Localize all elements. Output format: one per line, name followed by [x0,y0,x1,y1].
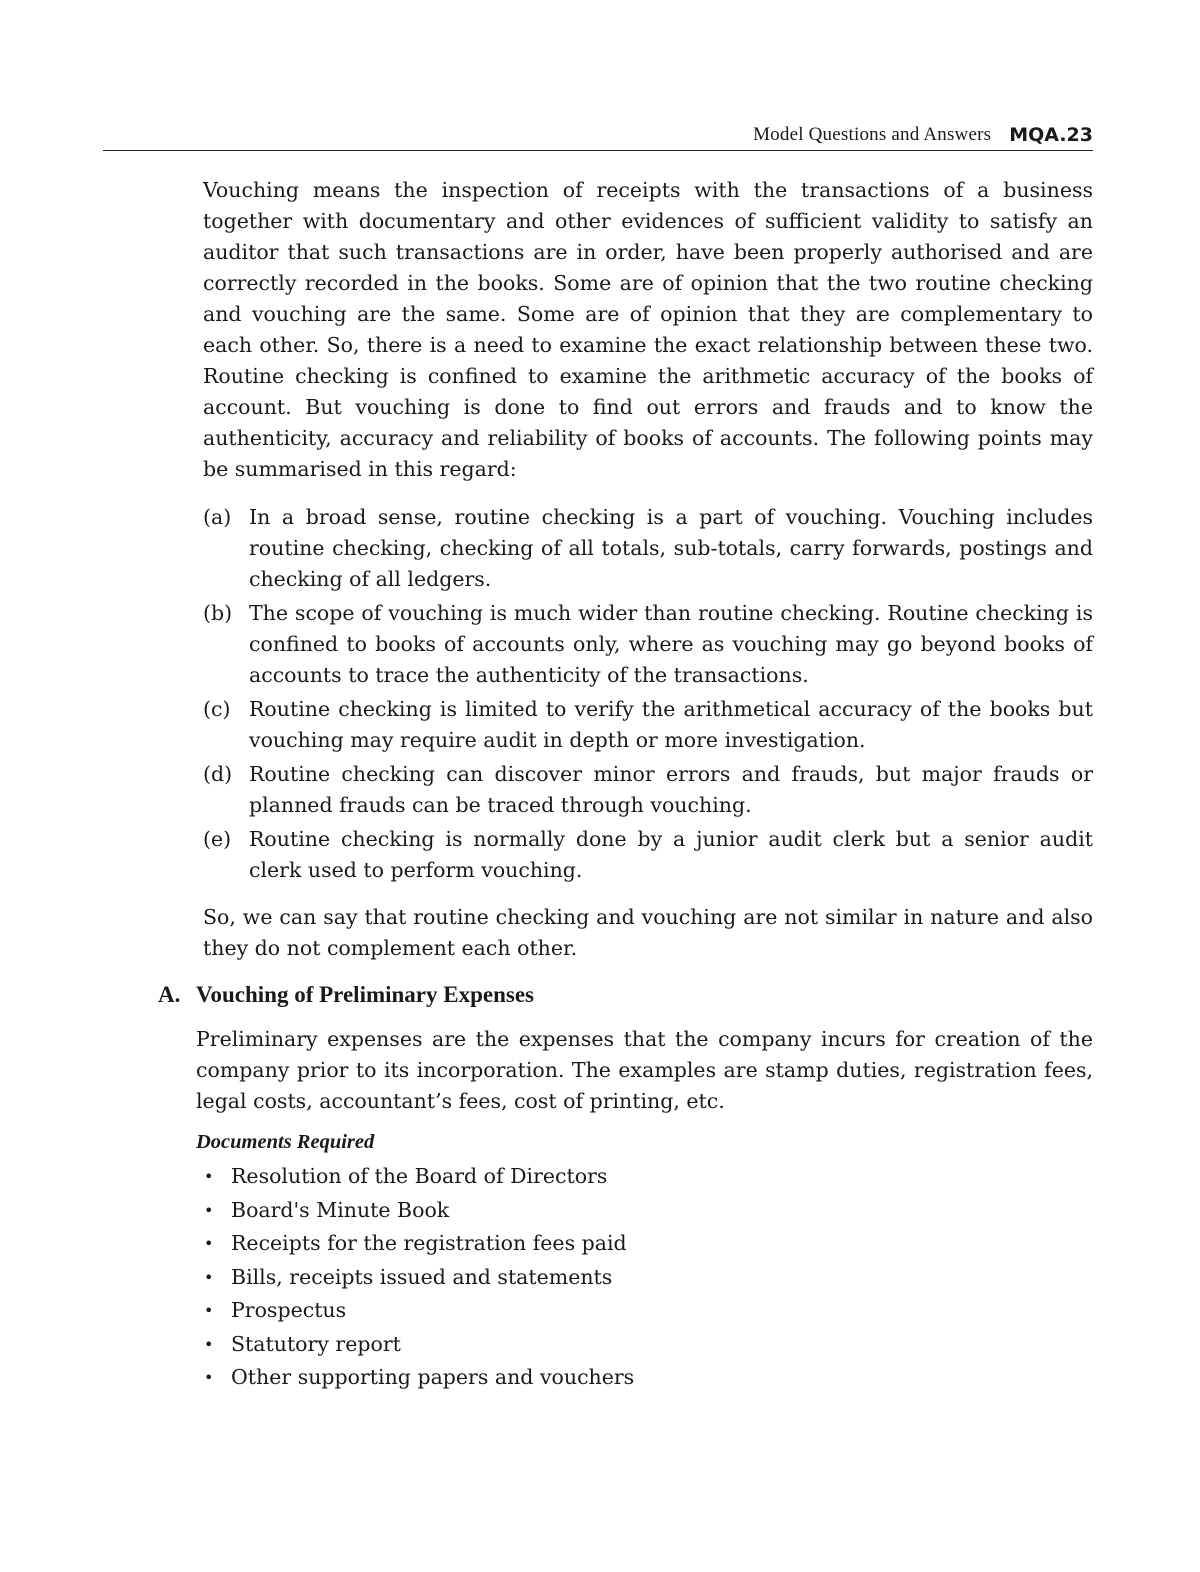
point-label: (d) [203,762,233,786]
document-text: Bills, receipts issued and statements [231,1264,613,1289]
point-item [203,502,1093,595]
point-item [203,694,1093,756]
bullet-icon: • [204,1267,214,1287]
header-title: Model Questions and Answers [753,124,992,145]
bullet-icon: • [204,1301,214,1320]
bullet-icon: • [204,1368,214,1387]
document-item [204,1160,634,1194]
bullet-icon: • [204,1334,214,1354]
bullet-icon: • [204,1200,214,1220]
page-code: MQA.23 [1009,124,1093,146]
section-body-paragraph: Preliminary expenses are the expenses that the company incurs for creation of the company prior to its incorporation. The examples are stamp duties, registration fees, legal costs, accountant’s fees, cost of printing, etc. [196,1027,1093,1113]
point-label: (b) [203,601,233,625]
document-item [204,1328,634,1362]
running-header [103,120,1093,151]
point-text: Routine checking is limited to verify the arithmetical accuracy of the books but vouching may require audit in depth or more investigation. [249,697,1093,752]
point-label: (e) [203,827,232,851]
document-text: Board's Minute Book [231,1197,450,1222]
section-heading [158,979,534,1011]
point-item [203,598,1093,691]
document-item [204,1294,634,1328]
intro-paragraph: Vouching means the inspection of receipts with the transactions of a business together with documentary and other evidences of sufficient validity to satisfy an auditor that such transactions are in order, have been properly authorised and are correctly recorded in the books. Some are of opinion that the two routine checking and vouching are the same. Some are of opinion that they are complementary to each other. So, there is a need to examine the exact relationship between these two. Routine checking is confined to examine the arithmetic accuracy of the books of account. But vouching is done to find out errors and frauds and to know the authenticity, accuracy and reliability of books of accounts. The following points may be summarised in this regard: [203,178,1093,481]
section-letter: A. [158,982,181,1007]
document-text: Statutory report [231,1331,401,1356]
document-item [204,1261,634,1295]
section-title: Vouching of Preliminary Expenses [196,982,535,1007]
document-item [204,1227,634,1261]
bullet-icon: • [204,1234,214,1253]
point-text: Routine checking is normally done by a junior audit clerk but a senior audit clerk used to perform vouching. [249,827,1093,882]
point-text: Routine checking can discover minor errors and frauds, but major frauds or planned frauds can be traced through vouching. [249,762,1093,817]
documents-heading: Documents Required [196,1131,375,1153]
document-text: Other supporting papers and vouchers [231,1365,635,1389]
documents-list [204,1160,634,1395]
bullet-icon: • [204,1167,214,1186]
point-item [203,824,1093,886]
point-text: In a broad sense, routine checking is a part of vouching. Vouching includes routine checking, checking of all totals, sub-totals, carry forwards, postings and checking of all ledgers. [249,505,1093,591]
document-text: Receipts for the registration fees paid [231,1231,627,1255]
document-text: Resolution of the Board of Directors [231,1164,608,1188]
document-item [204,1194,634,1228]
points-list [203,502,1093,889]
conclusion-paragraph: So, we can say that routine checking and vouching are not similar in nature and also they do not complement each other. [203,905,1093,960]
point-label: (c) [203,697,231,721]
document-item [204,1361,634,1395]
point-label: (a) [203,505,232,529]
point-item [203,759,1093,821]
point-text: The scope of vouching is much wider than routine checking. Routine checking is confined to books of accounts only, where as vouching may go beyond books of accounts to trace the authenticity of the transactions. [249,601,1093,687]
document-text: Prospectus [231,1298,347,1322]
